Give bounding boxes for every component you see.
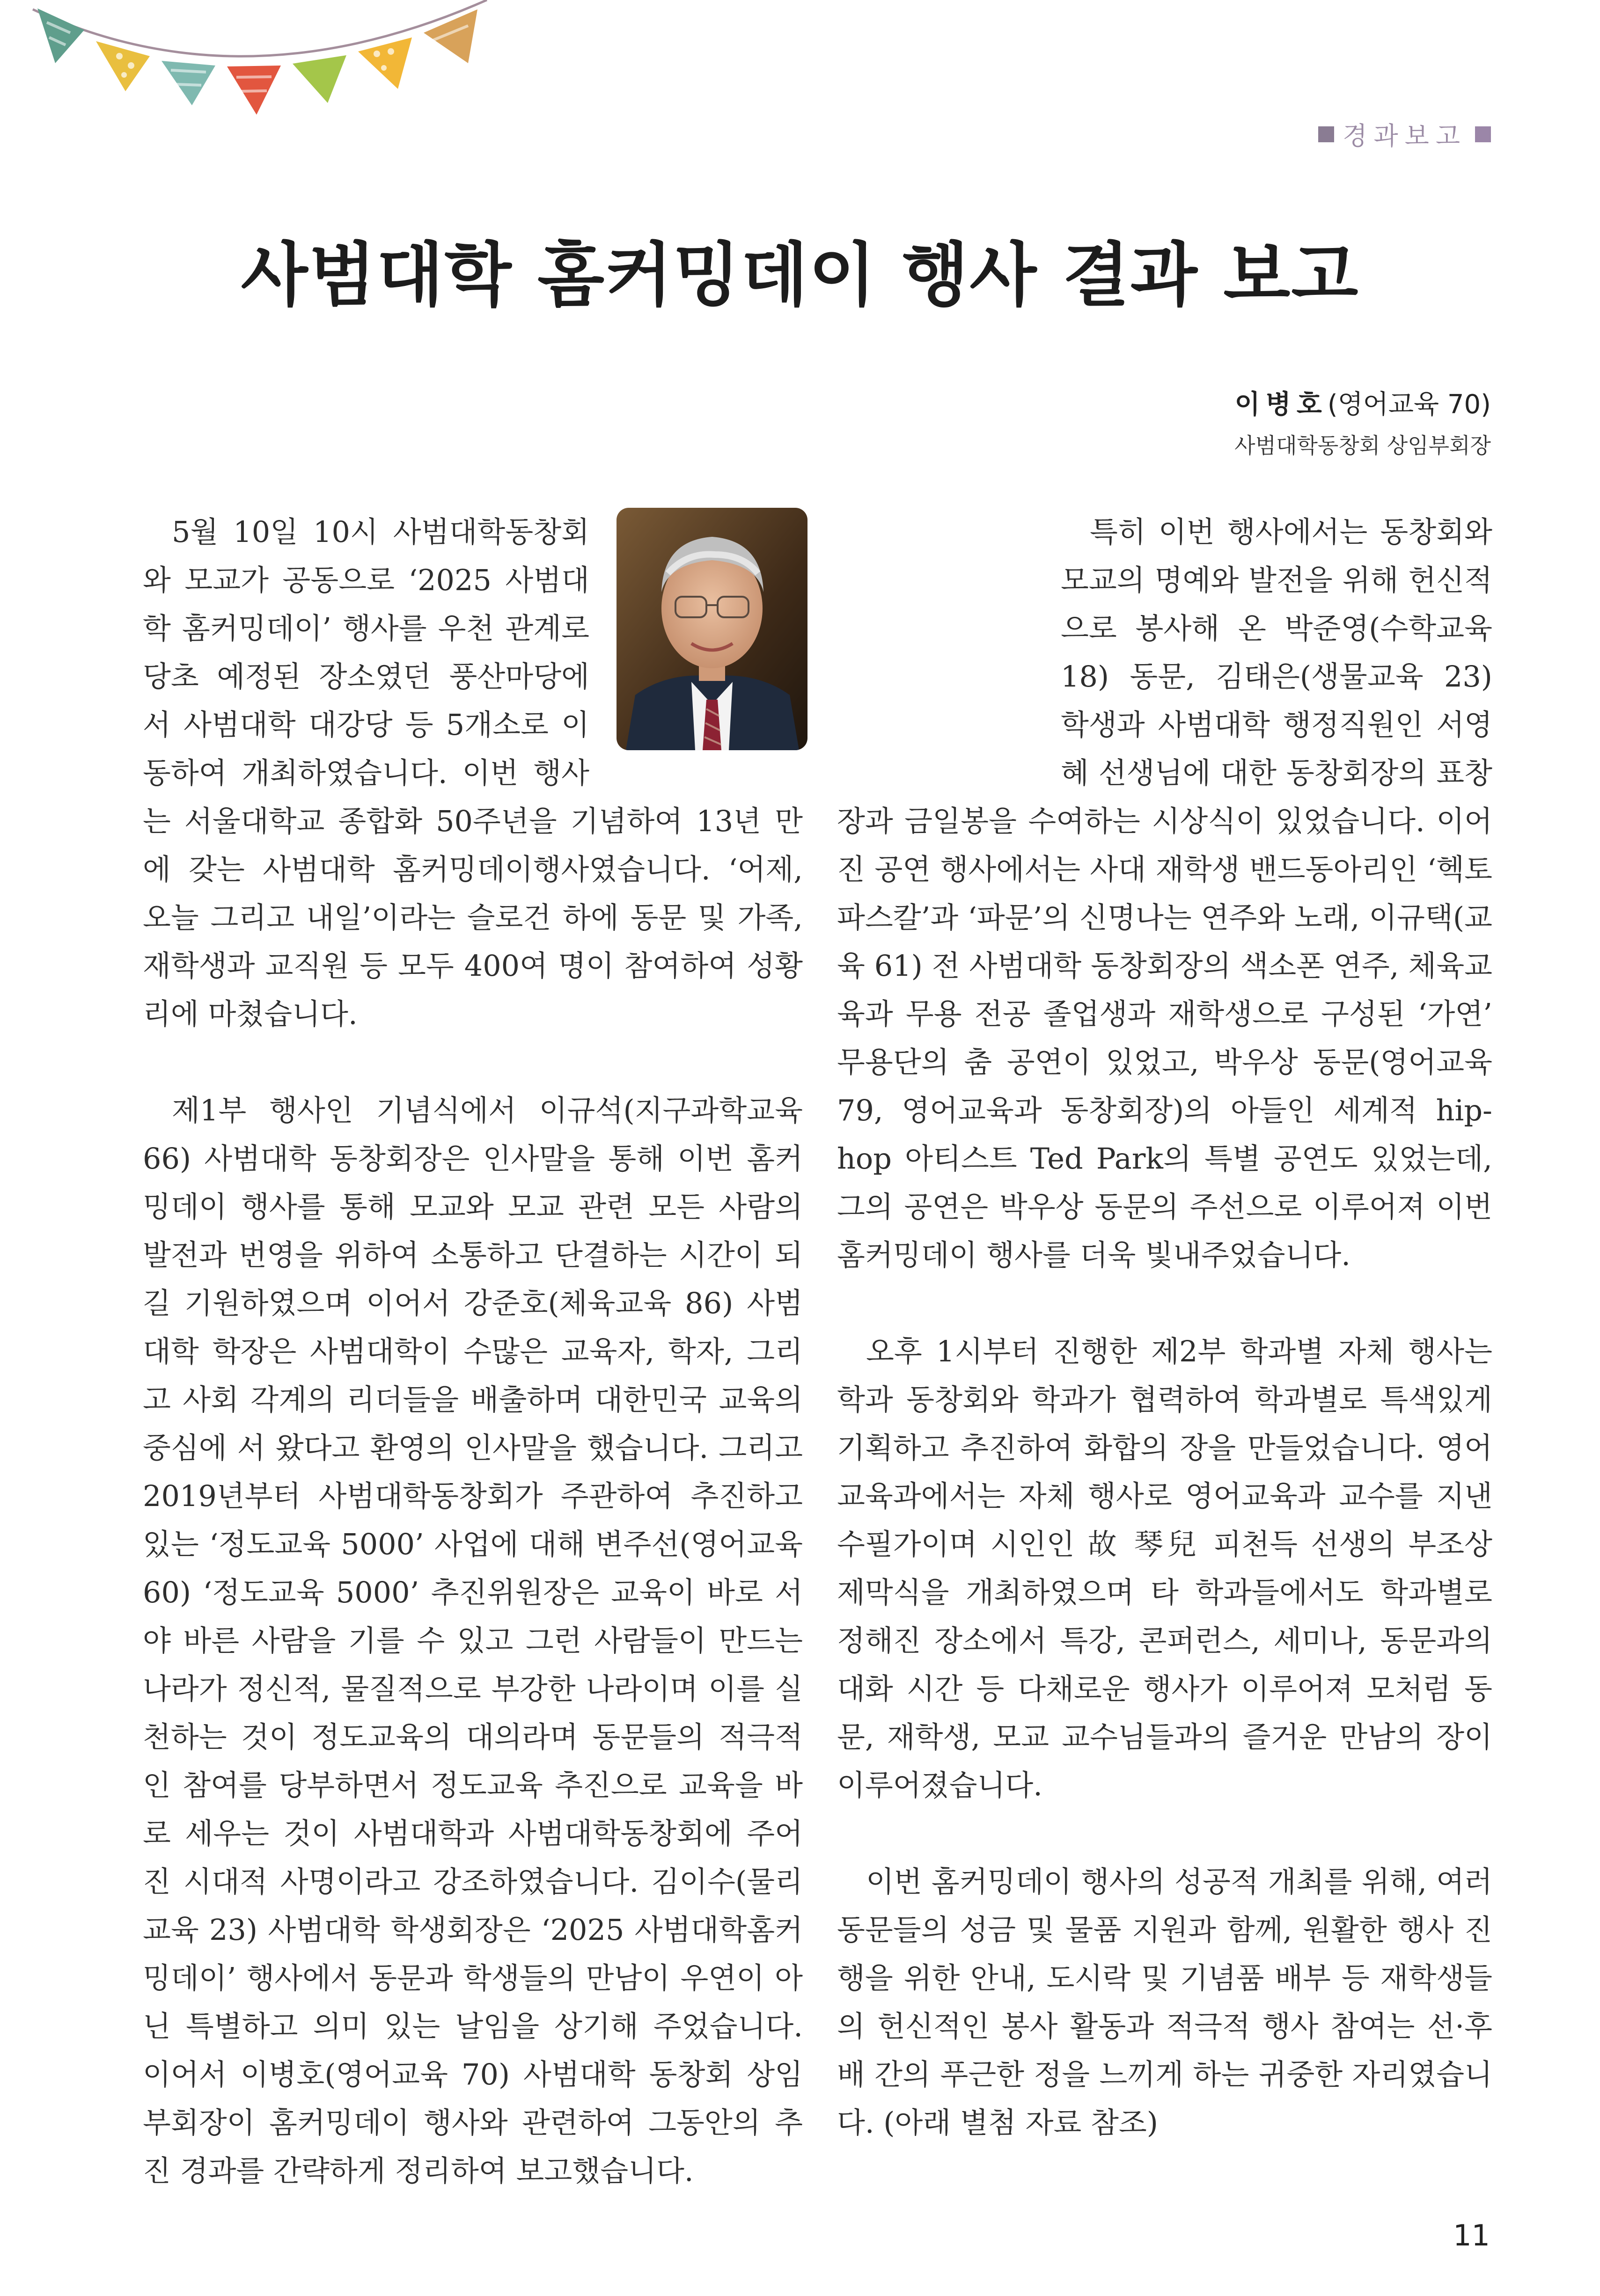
page-number: 11 bbox=[1453, 2218, 1490, 2252]
section-tag-label: 경과보고 bbox=[1343, 121, 1467, 151]
paragraph: 이번 홈커밍데이 행사의 성공적 개최를 위해, 여러 동문들의 성금 및 물품 지원과 함께, 원활한 행사 진행을 위한 안내, 도시락 및 기념품 배부 등 재학생들의 헌신적인 봉사 활동과 적극적 행사 참여는 선·후배 간의 푸근한 정을 느끼게 하는 귀중한 자리였습니다. (아래 별첨 자료 참조) bbox=[837, 1865, 1492, 2140]
bunting-flag bbox=[37, 8, 84, 63]
paragraph: 제1부 행사인 기념식에서 이규석(지구과학교육 66) 사범대학 동창회장은 인사말을 통해 이번 홈커밍데이 행사를 통해 모교와 모교 관련 모든 사람의 발전과 번영을 위하여 소통하고 단결하는 시간이 되길 기원하였으며 이어서 강준호(체육교육 86) 사범대학 학장은 사범대학이 수많은 교육자, 학자, 그리고 사회 각계의 리더들을 배출하며 대한민국 교육의 중심에 서 왔다고 환영의 인사말을 했습니다. 그리고 2019년부터 사범대학동창회가 주관하여 추진하고 있는 ‘정도교육 5000’ 사업에 대해 변주선(영어교육 60) ‘정도교육 5000’ 추진위원장은 교육이 바로 서야 바른 사람을 기를 수 있고 그런 사람들이 만드는 나라가 정신적, 물질적으로 부강한 나라이며 이를 실천하는 것이 정도교육의 대의라며 동문들의 적극적인 참여를 당부하면서 정도교육 추진으로 교육을 바로 세우는 것이 사범대학과 사범대학동창회에 주어진 시대적 사명이라고 강조하였습니다. 김이수(물리교육 23) 사범대학 학생회장은 ‘2025 사범대학홈커밍데이’ 행사에서 동문과 학생들의 만남이 우연이 아닌 특별하고 의미 있는 날임을 상기해 주었습니다. 이어서 이병호(영어교육 70) 사범대학 동창회 상임부회장이 홈커밍데이 행사와 관련하여 그동안의 추진 경과를 간략하게 정리하여 보고했습니다. bbox=[143, 1093, 803, 2188]
author-photo bbox=[617, 508, 807, 750]
article-title: 사범대학 홈커밍데이 행사 결과 보고 bbox=[241, 235, 1359, 315]
bunting-flag bbox=[293, 55, 346, 103]
bunting-flag bbox=[161, 61, 215, 105]
tag-square-icon bbox=[1475, 126, 1491, 142]
author-position: 사범대학동창회 상임부회장 bbox=[1234, 433, 1491, 458]
right-column bbox=[837, 508, 1492, 2147]
author-name: 이병호 bbox=[1234, 389, 1328, 420]
paragraph: 특히 이번 행사에서는 동창회와 모교의 명예와 발전을 위해 헌신적으로 봉사해 온 박준영(수학교육 18) 동문, 김태은(생물교육 23) 학생과 사범대학 행정직원인 서영혜 선생님에 대한 동창회장의 표창장과 금일봉을 수여하는 시상식이 있었습니다. 이어진 공연 행사에서는 사대 재학생 밴드동아리인 ‘헥토 파스칼’과 ‘파문’의 신명나는 연주와 노래, 이규택(교육 61) 전 사범대학 동창회장의 색소폰 연주, 체육교육과 무용 전공 졸업생과 재학생으로 구성된 ‘가연’ 무용단의 춤 공연이 있었고, 박우상 동문(영어교육 79, 영어교육과 동창회장)의 아들인 세계적 hip-hop 아티스트 Ted Park의 특별 공연도 있었는데, 그의 공연은 박우상 동문의 주선으로 이루어져 이번 홈커밍데이 행사를 더욱 빛내주었습니다. bbox=[837, 515, 1492, 1272]
bunting-flag bbox=[358, 37, 412, 89]
paragraph: 5월 10일 10시 사범대학동창회와 모교가 공동으로 ‘2025 사범대학 홈커밍데이’ 행사를 우천 관계로 당초 예정된 장소였던 풍산마당에서 사범대학 대강당 등 5개소로 이동하여 개최하였습니다. 이번 행사는 서울대학교 종합화 50주년을 기념하여 13년 만에 갖는 사범대학 홈커밍데이행사였습니다. ‘어제, 오늘 그리고 내일’이라는 슬로건 하에 동문 및 가족, 재학생과 교직원 등 모두 400여 명이 참여하여 성황리에 마쳤습니다. bbox=[143, 515, 803, 1031]
paragraph: 오후 1시부터 진행한 제2부 학과별 자체 행사는 학과 동창회와 학과가 협력하여 학과별로 특색있게 기획하고 추진하여 화합의 장을 만들었습니다. 영어교육과에서는 자체 행사로 영어교육과 교수를 지낸 수필가이며 시인인 故 琴兒 피천득 선생의 부조상 제막식을 개최하였으며 타 학과들에서도 학과별로 정해진 장소에서 특강, 콘퍼런스, 세미나, 동문과의 대화 시간 등 다채로운 행사가 이루어져 모처럼 동문, 재학생, 모교 교수님들과의 즐거운 만남의 장이 이루어졌습니다. bbox=[837, 1334, 1492, 1802]
bunting-flag bbox=[424, 9, 477, 63]
left-column bbox=[143, 508, 803, 2195]
section-tag bbox=[1318, 116, 1491, 152]
portrait-image bbox=[617, 508, 807, 750]
tag-square-icon bbox=[1318, 126, 1334, 142]
photo-spacer bbox=[837, 508, 1061, 797]
author-byline bbox=[1234, 384, 1491, 460]
author-affiliation: (영어교육 70) bbox=[1327, 389, 1491, 420]
bunting-decoration bbox=[0, 0, 496, 136]
bunting-flag bbox=[96, 41, 150, 91]
